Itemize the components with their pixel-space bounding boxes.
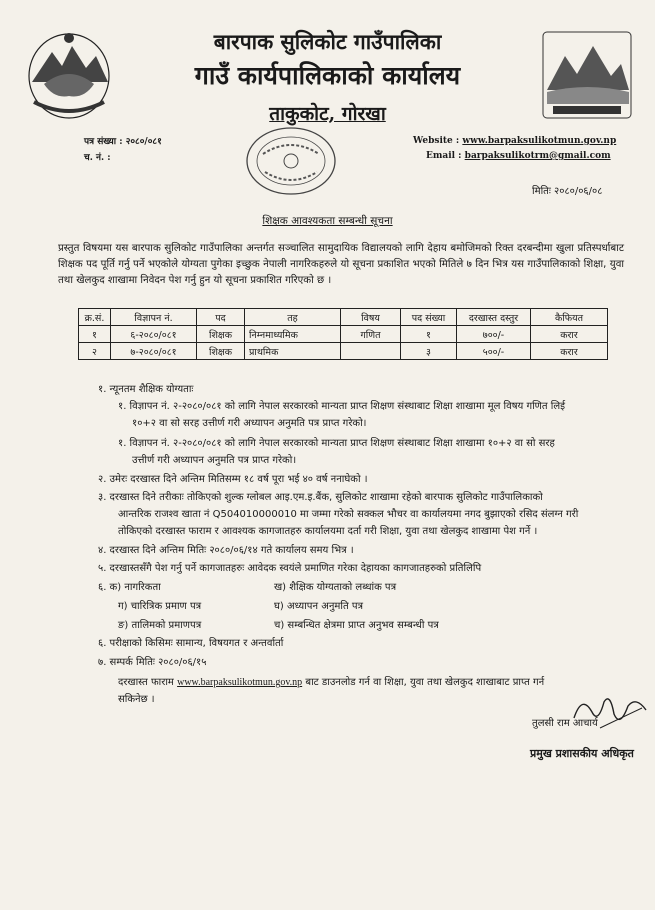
- signatory-title: प्रमुख प्रशासकीय अधिकृत: [530, 747, 634, 760]
- col-level: तह: [245, 309, 341, 326]
- cell-count: ३: [401, 343, 457, 360]
- qualification-1-cont: १०+२ वा सो सरह उत्तीर्ण गरी अध्यापन अनुमति पत्र प्राप्त गरेको।: [132, 418, 367, 429]
- qualification-2-cont: उत्तीर्ण गरी अध्यापन अनुमति पत्र प्राप्त गरेको।: [132, 455, 297, 466]
- col-count: पद संख्या: [401, 309, 457, 326]
- cell-remarks: करार: [531, 343, 608, 360]
- qualification-1: १. विज्ञापन नं. २-२०८०/०८१ को लागि नेपाल सरकारको मान्यता प्राप्त शिक्षण संस्थाबाट शिक्षा शाखामा मूल विषय गणित लिई: [118, 401, 566, 412]
- doc-citizenship: ६. क) नागरिकता: [98, 582, 161, 593]
- intro-paragraph: प्रस्तुत विषयमा यस बारपाक सुलिकोट गाउँपालिका अन्तर्गत सञ्चालित सामुदायिक विद्यालयको लागि देहाय बमोजिमको रिक्त दरबन्दीमा खुला प्रतिस्पर्धाबाट शिक्षक पद पूर्ति गर्नु पर्ने भएकोले योग्यता पुगेका इच्छुक नेपाली नागरिकहरुले यो सूचना प्रकाशित भएको मितिले ७ दिन भित्र यस गाउँपालिकाको शिक्षा, युवा तथा खेलकुद शाखामा निवेदन पेश गर्नु हुन यो सूचना प्रकाशित गरिएको छ ।: [58, 243, 624, 286]
- dispatch-number: च. नं. :: [84, 153, 111, 163]
- documents-required: ५. दरखास्तसँगै पेश गर्नु पर्ने कागजातहरुः आवेदक स्वयंले प्रमाणित गरेका देहायका कागजातहरुको प्रतिलिपि: [98, 563, 482, 574]
- cell-post: शिक्षक: [197, 326, 245, 343]
- reference-number: पत्र संख्या : २०८०/०८१: [84, 137, 162, 147]
- application-method: ३. दरखास्त दिने तरीकाः तोकिएको शुल्क ग्लोबल आइ.एम.इ.बैंक, सुलिकोट शाखामा रहेको बारपाक सुलिकोट गाउँपालिकाको: [98, 492, 543, 503]
- table-header-row: [79, 309, 608, 326]
- cell-fee: ७००/-: [457, 326, 531, 343]
- cell-remarks: करार: [531, 326, 608, 343]
- email-line: Email : barpaksulikotrm@gmail.com: [426, 151, 611, 161]
- notice-title: शिक्षक आवश्यकता सम्बन्धी सूचना: [262, 215, 393, 227]
- cell-subject: गणित: [341, 326, 401, 343]
- cell-post: शिक्षक: [197, 343, 245, 360]
- signatory-name: तुलसी राम आचार्य: [532, 718, 598, 729]
- vacancy-table: [78, 308, 608, 360]
- col-fee: दरखास्त दस्तुर: [457, 309, 531, 326]
- cell-level: प्राथमिक: [245, 343, 341, 360]
- col-ad-no: विज्ञापन नं.: [111, 309, 197, 326]
- table-row: [79, 326, 608, 343]
- cell-count: १: [401, 326, 457, 343]
- office-stamp-icon: [243, 124, 339, 198]
- exam-type: ६. परीक्षाको किसिमः सामान्य, विषयगत र अन्तर्वार्ता: [98, 638, 284, 649]
- office-address: ताकुकोट, गोरखा: [269, 103, 386, 125]
- email-link[interactable]: barpaksulikotrm@gmail.com: [464, 151, 611, 161]
- cell-sn: १: [79, 326, 111, 343]
- last-date: ४. दरखास्त दिने अन्तिम मितिः २०८०/०६/१४ गते कार्यालय समय भित्र ।: [98, 545, 354, 556]
- form-download-line: दरखास्त फाराम www.barpaksulikotmun.gov.np बाट डाउनलोड गर्न वा शिक्षा, युवा तथा खेलकुद शाखाबाट प्राप्त गर्न: [118, 677, 545, 688]
- cell-sn: २: [79, 343, 111, 360]
- col-remarks: कैफियत: [531, 309, 608, 326]
- notice-date: मितिः २०८०/०६/०८: [532, 186, 603, 197]
- table-row: [79, 343, 608, 360]
- form-link[interactable]: www.barpaksulikotmun.gov.np: [177, 677, 303, 688]
- contact-date: ७. सम्पर्क मितिः २०८०/०६/१५: [98, 657, 207, 668]
- application-method-cont2: तोकिएको दरखास्त फाराम र आवश्यक कागजातहरु कार्यालयमा दर्ता गरी शिक्षा, युवा तथा खेलकुद शाखामा पेश गर्ने ।: [118, 526, 538, 537]
- doc-experience: च) सम्बन्धित क्षेत्रमा प्राप्त अनुभव सम्बन्धी पत्र: [274, 620, 439, 631]
- qualification-title: १. न्यूनतम शैक्षिक योग्यताः: [98, 384, 194, 395]
- qualification-2: १. विज्ञापन नं. २-२०८०/०८१ को लागि नेपाल सरकारको मान्यता प्राप्त शिक्षण संस्थाबाट शिक्षा शाखामा १०+२ वा सो सरह: [118, 438, 555, 449]
- doc-training: ङ) तालिमको प्रमाणपत्र: [118, 620, 202, 631]
- doc-transcript: ख) शैक्षिक योग्यताको लब्धांक पत्र: [274, 582, 397, 593]
- municipality-name: बारपाक सुलिकोट गाउँपालिका: [213, 29, 442, 54]
- cell-level: निम्नमाध्यमिक: [245, 326, 341, 343]
- cell-ad-no: ६-२०८०/०८१: [111, 326, 197, 343]
- col-post: पद: [197, 309, 245, 326]
- website-link[interactable]: www.barpaksulikotmun.gov.np: [462, 136, 617, 146]
- age-requirement: २. उमेरः दरखास्त दिने अन्तिम मितिसम्म १८ वर्ष पूरा भई ४० वर्ष ननाघेको ।: [98, 474, 368, 485]
- cell-fee: ५००/-: [457, 343, 531, 360]
- application-method-cont1: आन्तरिक राजश्व खाता नं Q504010000010 मा जम्मा गरेको सक्कल भौचर वा कार्यालयमा नगद बुझाएको रसिद संलग्न गरी: [118, 509, 579, 520]
- col-subject: विषय: [341, 309, 401, 326]
- col-sn: क्र.सं.: [79, 309, 111, 326]
- office-name: गाउँ कार्यपालिकाको कार्यालय: [194, 61, 461, 90]
- website-line: Website : www.barpaksulikotmun.gov.np: [413, 136, 617, 146]
- doc-character: ग) चारित्रिक प्रमाण पत्र: [118, 601, 202, 612]
- doc-license: घ) अध्यापन अनुमति पत्र: [274, 601, 364, 612]
- cell-subject: [341, 343, 401, 360]
- form-download-end: सकिनेछ ।: [118, 694, 155, 705]
- cell-ad-no: ७-२०८०/०८१: [111, 343, 197, 360]
